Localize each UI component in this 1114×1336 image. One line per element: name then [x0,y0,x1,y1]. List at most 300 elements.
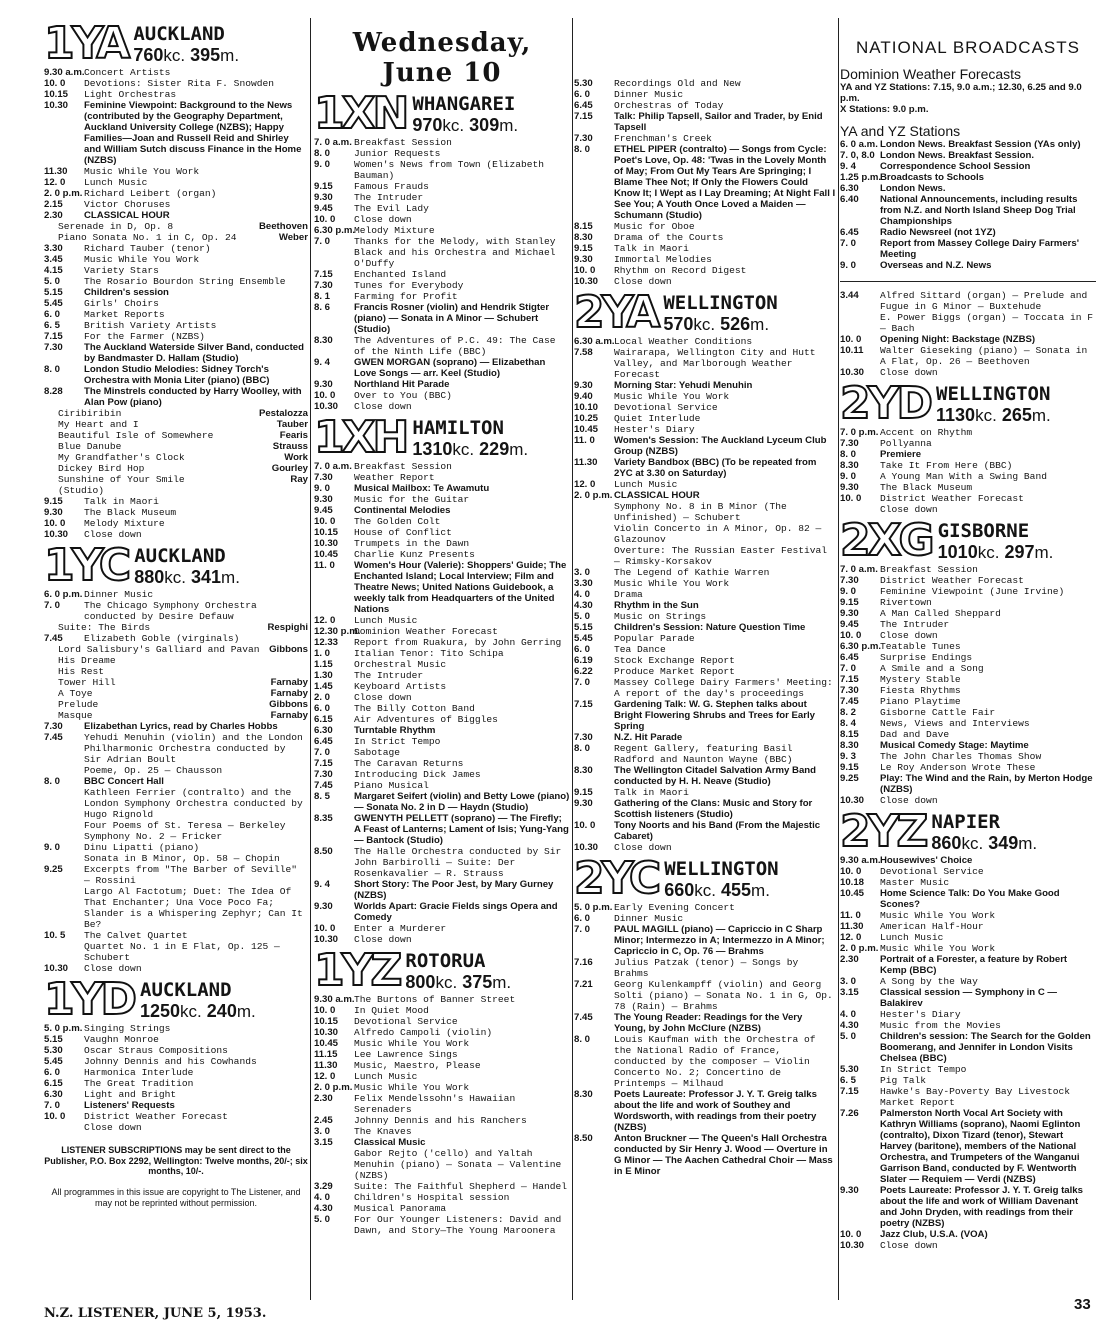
program-title: Vaughn Monroe [84,1034,159,1045]
program-entry [840,312,1096,334]
program-title: Report from Ruakura, by John Gerring [354,637,562,648]
program-title: Dinu Lipatti (piano) [84,842,200,853]
program-time: 10.30 [314,934,339,945]
program-title: News, Views and Interviews [880,718,1030,729]
program-title: Market Reports [84,309,165,320]
program-time: 9. 3 [840,751,857,762]
program-time: 9.40 [574,391,593,402]
program-title: Close down [614,842,672,853]
program-entry [574,957,836,979]
national-schedule [840,139,1096,271]
program-entry [840,707,1096,718]
program-detail [44,688,308,699]
program-entry [574,589,836,600]
station-block-2YZ [840,806,1096,1251]
program-time: 9.15 [840,762,859,773]
program-time: 1.45 [314,681,333,692]
station-block-1YZ [314,945,570,1236]
program-entry [574,232,836,243]
program-time: 8.35 [314,813,333,824]
program-time: 6. 0 [574,644,591,655]
program-time: 6.30 [840,183,859,194]
column-2 [314,18,570,1236]
program-entry [44,1122,308,1133]
program-entry [44,89,308,100]
program-entry [574,622,836,633]
program-entry [574,490,836,501]
program-title: National Announcements, including results from N.Z. and North Island Sheep Dog Trial Championships [880,194,1078,227]
frequency-unit: kc. [442,116,465,135]
program-time: 7.15 [44,331,63,342]
station-frequency [134,568,240,586]
program-time: 3.44 [840,290,859,301]
program-entry [840,987,1096,1009]
program-entry [314,846,570,879]
program-entry [314,670,570,681]
program-entry [840,471,1096,482]
frequency-value: 800 [405,972,436,992]
frequency-value: 375 [462,972,493,992]
program-time: 2.45 [314,1115,333,1126]
station-header [840,378,1096,429]
program-entry [840,449,1096,460]
program-time: 12. 0 [314,615,336,626]
program-title: Alfredo Campoli (violin) [354,1027,493,1038]
program-time [314,1148,354,1181]
national-entry [840,139,1096,150]
page-number: 33 [1074,1296,1091,1313]
program-entry [314,148,570,159]
program-entry [574,732,836,743]
program-entry [574,913,836,924]
program-title: Pollyanna [880,438,932,449]
program-entry [314,401,570,412]
program-title: The Legend of Kathie Warren [614,567,770,578]
program-title: Music While You Work [880,943,996,954]
program-time: 9. 4 [840,161,857,172]
program-time: 12. 0 [574,479,596,490]
station-info [664,860,778,899]
program-time: 7.15 [314,758,333,769]
program-entry [44,732,308,765]
program-entry [44,276,308,287]
ya-yz-stations-heading: YA and YZ Stations [840,123,961,139]
station-city: AUCKLAND [140,979,232,1001]
program-entry [840,943,1096,954]
program-time: 7.15 [574,111,593,122]
program-time: 9.30 a.m. [314,994,355,1005]
program-time: 10.30 [840,367,865,378]
program-title: Overseas and N.Z. News [880,260,992,271]
program-title: Piano Playtime [880,696,961,707]
station-info [931,813,1037,852]
program-entry [574,435,836,457]
program-entry [840,1064,1096,1075]
program-time: 10. 0 [574,820,596,831]
program-title: Variety Stars [84,265,159,276]
station-callsign: 1YD [44,974,134,1025]
program-entry [840,773,1096,795]
program-title: Devotional Service [614,402,718,413]
program-title: CLASSICAL HOUR [84,210,170,221]
program-title: Suite: The Faithful Shepherd — Handel [354,1181,568,1192]
program-title: Surprise Endings [880,652,973,663]
program-entry [44,529,308,540]
program-time: 8.30 [574,232,593,243]
station-city: WELLINGTON [663,292,778,314]
program-entry [44,265,308,276]
program-title: Women's News from Town (Elizabeth Bauman) [354,159,544,181]
program-title: Enter a Murderer [354,923,447,934]
composer: Pestalozza [258,408,308,419]
program-entry [44,386,308,408]
program-entry [574,924,836,957]
station-info [663,294,777,333]
program-title: District Weather Forecast [84,1111,228,1122]
program-title: The Adventures of P.C. 49: The Case of the Ninth Life (BBC) [354,335,556,357]
station-info [134,547,240,586]
program-time: 10. 0 [840,334,862,345]
program-title: Housewives' Choice [880,855,973,866]
program-title: Talk in Maori [614,787,689,798]
program-entry [840,877,1096,888]
program-entry [314,1093,570,1115]
program-detail [44,644,308,655]
program-entry [574,111,836,133]
program-time: 8. 0 [44,364,61,375]
program-time: 3. 0 [840,976,857,987]
program-entry [574,479,836,490]
program-title: Oscar Straus Compositions [84,1045,228,1056]
program-time: 12. 0 [314,1071,336,1082]
composer: Fearis [279,430,308,441]
program-time: 8. 4 [840,718,857,729]
program-title: Wairarapa, Wellington City and Hutt Valley, and Marlborough Weather Forecast [614,347,816,380]
program-title: Massey College Dairy Farmers' Meeting: A report of the day's proceedings [614,677,833,699]
program-time: 6. 5 [44,320,61,331]
program-entry [574,402,836,413]
program-time: 12.33 [314,637,339,648]
program-entry [314,505,570,516]
program-time: 6. 0 [574,89,591,100]
frequency-unit: m. [221,568,240,587]
program-time: 7. 0 a.m. [840,564,878,575]
program-entry [314,692,570,703]
program-entry [840,438,1096,449]
program-time: 9.45 [840,619,859,630]
program-title: Johnny Dennis and his Ranchers [354,1115,527,1126]
station-info [140,981,256,1020]
program-time [44,1122,84,1133]
program-entry [44,364,308,386]
program-entry [314,725,570,736]
program-title: Quiet Interlude [614,413,701,424]
work-title: Serenade in D, Op. 8 [58,221,174,232]
program-title: Le Roy Anderson Wrote These [880,762,1036,773]
program-time: 7.30 [314,472,333,483]
program-time: 10.30 [314,538,339,549]
program-title: Close down [880,1240,938,1251]
program-time: 8. 0 [44,776,61,787]
program-entry [314,137,570,148]
station-callsign: 2XG [840,515,932,566]
program-title: Richard Leibert (organ) [84,188,217,199]
program-entry [574,276,836,287]
program-time: 9.30 [574,798,593,809]
program-title: Hester's Diary [614,424,695,435]
program-time: 9.15 [574,787,593,798]
program-entry [314,1148,570,1181]
program-title: The Black Museum [880,482,973,493]
program-entry [840,685,1096,696]
station-city: ROTORUA [405,950,486,972]
program-entry [840,696,1096,707]
program-title: Alfred Sittard (organ) — Prelude and Fugue in G Minor — Buxtehude [880,290,1088,312]
program-time: 9.25 [44,864,63,875]
program-time: 9.30 [840,1185,859,1196]
program-title: CLASSICAL HOUR [614,490,700,501]
program-time: 10.15 [314,527,339,538]
program-title: Symphony No. 8 in B Minor (The Unfinished) — Schubert [614,501,787,523]
program-entry [44,287,308,298]
program-time: 7. 0 [44,600,61,611]
program-time: 3. 0 [574,567,591,578]
program-title: Close down [354,692,412,703]
program-entry [840,976,1096,987]
program-entry [574,1034,836,1089]
program-title: Excerpts from "The Barber of Seville" — Rossini [84,864,298,886]
program-time: 8.50 [314,846,333,857]
program-entry [314,549,570,560]
program-time: 2.15 [44,199,63,210]
program-entry [840,751,1096,762]
program-time: 10. 0 [840,630,862,641]
program-entry [840,630,1096,641]
national-entry [840,183,1096,194]
program-time: 5. 0 [840,1031,857,1042]
program-time: 8. 6 [314,302,331,313]
program-title: Popular Parade [614,633,695,644]
program-entry [314,527,570,538]
program-time: 8.28 [44,386,63,397]
program-time: 1.25 p.m. [840,172,882,183]
frequency-value: 526 [720,314,751,334]
program-entry [44,67,308,78]
program-entry [574,221,836,232]
program-title: Farming for Profit [354,291,458,302]
program-entry [314,934,570,945]
composer: Strauss [272,441,308,452]
program-entry [44,776,308,787]
program-entry [574,644,836,655]
program-title: The Wellington Citadel Salvation Army Band conducted by H. H. Neave (Studio) [614,765,817,787]
program-title: Margaret Seifert (violin) and Betty Lowe (piano) — Sonata No. 2 in D — Haydn (Studio) [354,791,570,813]
program-time: 7.15 [840,674,859,685]
program-time: 8. 0 [574,144,591,155]
program-entry [314,626,570,637]
program-entry [314,291,570,302]
work-title: Piano Sonata No. 1 in C, Op. 24 [58,232,237,243]
program-title: Music While You Work [84,254,200,265]
station-callsign: 2YA [574,287,658,338]
program-title: Tunes for Everybody [354,280,464,291]
program-time: 7. 0 [574,924,591,935]
station-header [44,974,308,1025]
program-entry [44,309,308,320]
program-title: Melody Mixture [354,225,435,236]
program-time: 4.30 [840,1020,859,1031]
column-rule [838,18,839,1300]
program-time [44,941,84,963]
program-time: 9.45 [314,203,333,214]
program-title: Children's session [84,287,169,298]
work-title: Ciribiribin [58,408,122,419]
program-time [44,820,84,831]
frequency-value: 395 [190,45,221,65]
program-time: 7.15 [840,1086,859,1097]
page-headline: Wednesday, June 10 [352,28,532,88]
program-title: Symphony No. 2 — Fricker [84,831,223,842]
work-title: His Rest [58,666,105,677]
program-entry [314,659,570,670]
program-entry [840,597,1096,608]
program-time: 6.40 [840,194,859,205]
program-title: Air Adventures of Biggles [354,714,498,725]
program-title: Louis Kaufman with the Orchestra of the National Radio of France, conducted by the composer — Violin Concerto No. 2; Concertino de Printemps — Milhaud [614,1034,816,1089]
program-time: 6. 0 [314,703,331,714]
station-city: WELLINGTON [936,383,1051,405]
program-entry [840,641,1096,652]
program-time: 6.30 [314,725,333,736]
frequency-unit: kc. [163,46,186,65]
program-entry [44,1111,308,1122]
program-entry [44,507,308,518]
station-info [412,95,518,134]
program-title: Radio Newsreel (not 1YZ) [880,227,996,238]
program-time: 5. 0 p.m. [574,902,613,913]
program-time: 9. 0 [840,471,857,482]
program-title: The Young Reader: Readings for the Very Young, by John McClure (NZBS) [614,1012,803,1034]
program-entry [574,611,836,622]
program-title: Close down [84,963,142,974]
program-entry [44,210,308,221]
program-time: 3.45 [44,254,63,265]
frequency-unit: m. [1031,406,1051,425]
program-title: Famous Frauds [354,181,429,192]
program-title: Close down [880,630,938,641]
station-frequency [936,406,1051,424]
work-title: His Dreame [58,655,116,666]
frequency-value: 297 [1004,542,1035,562]
program-time: 6. 0 [574,913,591,924]
program-time: 6. 0 [44,309,61,320]
program-time: 10.30 [314,401,339,412]
program-time: 9. 4 [314,357,331,368]
program-title: Children's Session: Nature Question Time [614,622,806,633]
composer: Ray [290,474,308,485]
program-time [44,765,84,776]
program-entry [574,842,836,853]
program-time [44,787,84,820]
frequency-unit: kc. [975,406,997,425]
frequency-value: 1310 [412,439,453,459]
program-entry [574,902,836,913]
program-entry [840,290,1096,312]
program-time: 2. 0 p.m. [840,943,879,954]
program-time: 4. 0 [840,1009,857,1020]
program-entry [840,334,1096,345]
program-entry [574,380,836,391]
program-title: Music While You Work [880,910,996,921]
program-title: Produce Market Report [614,666,735,677]
program-title: Variety Bandbox (BBC) (To be repeated from 2YC at 3.30 on Saturday) [614,457,817,479]
program-title: Fiesta Rhythms [880,685,961,696]
program-time: 9. 0 [840,260,857,271]
program-entry [44,1045,308,1056]
national-entry [840,161,1096,172]
program-title: Felix Mendelssohn's Hawaiian Serenaders [354,1093,516,1115]
program-title: Children's Hospital session [354,1192,510,1203]
station-block-1YD [44,974,308,1133]
program-time: 10.30 [574,842,599,853]
program-time: 6.45 [314,736,333,747]
program-time: 9.30 a.m. [840,855,881,866]
station-city: WELLINGTON [664,858,779,880]
program-title: Close down [354,401,412,412]
program-time: 9.30 [314,901,333,912]
work-title: Masque [58,710,93,721]
program-title: Close down [880,795,938,806]
frequency-value: 265 [1001,405,1032,425]
program-title: For the Farmer (NZBS) [84,331,205,342]
program-title: Mystery Stable [880,674,961,685]
program-detail [44,452,308,463]
program-entry [44,78,308,89]
national-entry [840,238,1096,260]
program-entry [44,963,308,974]
program-title: The Golden Colt [354,516,441,527]
program-time: 6.30 [44,1089,63,1100]
program-entry [840,663,1096,674]
program-title: Dinner Music [614,89,684,100]
program-title: Rhythm on Record Digest [614,265,747,276]
program-time: 5. 0 [44,276,61,287]
program-title: Master Music [880,877,950,888]
program-entry [574,78,836,89]
frequency-value: 309 [469,115,500,135]
program-entry [840,932,1096,943]
program-title: Frenchman's Creek [614,133,712,144]
program-time: 8. 0 [314,148,331,159]
program-entry [574,100,836,111]
program-time: 10. 0 [840,493,862,504]
program-entry [314,1005,570,1016]
program-time: 5.30 [44,1045,63,1056]
program-title: Opening Night: Backstage (NZBS) [880,334,1036,345]
frequency-unit: kc. [977,543,1000,562]
frequency-unit: m. [1018,834,1038,853]
program-entry [44,199,308,210]
program-entry [314,615,570,626]
program-entry [574,424,836,435]
frequency-value: 229 [479,439,510,459]
work-title: (Studio) [58,485,105,496]
program-time: 11.30 [314,1060,338,1071]
frequency-value: 880 [134,567,165,587]
program-time: 5.45 [574,633,593,644]
program-title: Largo Al Factotum; Duet: The Idea Of That Enchanter; Una Voce Poco Fa; Slander is a Whispering Zephyr; Can It Be? [84,886,303,930]
program-title: Portrait of a Forester, a feature by Robert Kemp (BBC) [880,954,1068,976]
